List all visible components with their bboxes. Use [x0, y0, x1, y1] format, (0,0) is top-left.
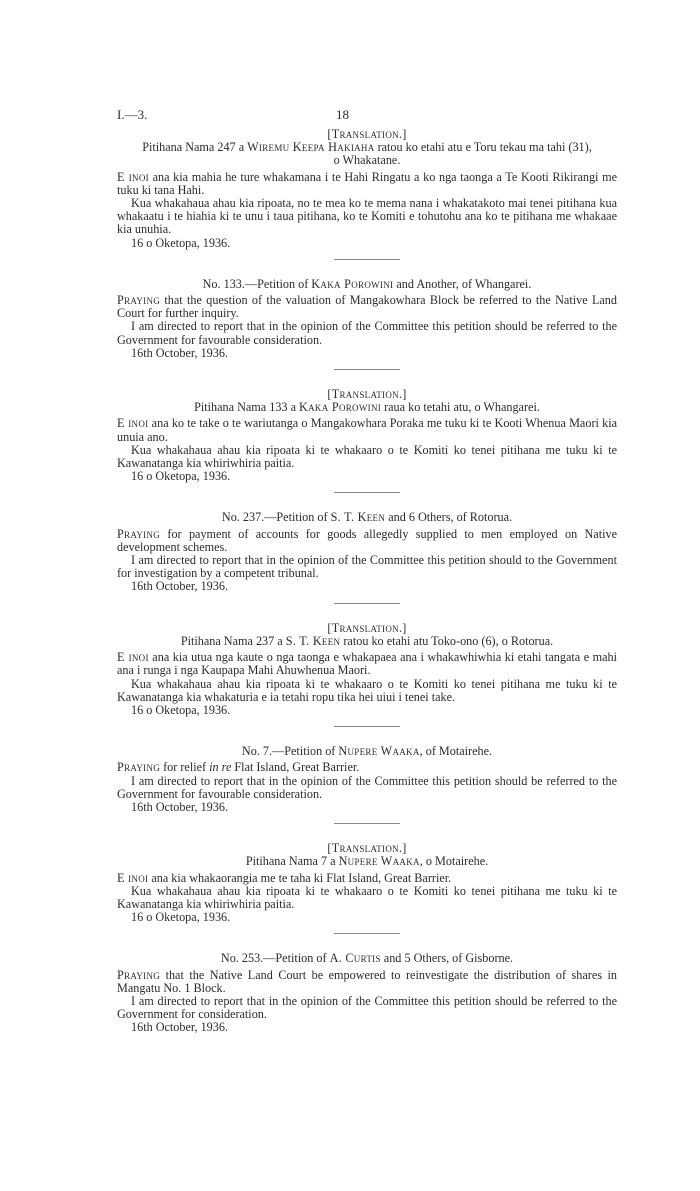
petition-section-237 [117, 511, 617, 593]
section-divider [334, 726, 400, 727]
petition-section-133 [117, 278, 617, 360]
date-line: 16 o Oketopa, 1936. [131, 910, 231, 925]
translation-section-247 [117, 128, 617, 250]
heading-prefix: No. 7.—Petition of [241, 744, 339, 759]
date-line: 16 o Oketopa, 1936. [131, 469, 231, 484]
heading-prefix: No. 133.—Petition of [202, 276, 312, 291]
heading-prefix: No. 237.—Petition of [221, 510, 331, 525]
heading-suffix: , of Motairehe. [419, 744, 493, 759]
heading-prefix: Pitihana Nama 237 a [180, 633, 286, 648]
report-paragraph: I am directed to report that in the opinion of the Committee this petition should to the Government for investigation by a competent tribunal. [117, 553, 617, 581]
date-line: 16 o Oketopa, 1936. [131, 235, 231, 250]
report-paragraph: I am directed to report that in the opinion of the Committee this petition should be referred to the Government for favourable consideration. [117, 319, 617, 347]
report-paragraph: I am directed to report that in the opinion of the Committee this petition should be referred to the Government for consideration. [117, 993, 617, 1022]
praying-text: that the question of the valuation of Mangakowhara Block be referred to the Native Land Court for further inquiry. [117, 293, 617, 321]
praying-word: Praying [117, 760, 161, 775]
section-divider [334, 369, 400, 370]
section-divider [334, 492, 400, 493]
petitioner-name: Wiremu Keepa Hakiaha [247, 140, 375, 155]
praying-text: ana kia whakaorangia me te taha ki Flat Island, Great Barrier. [148, 870, 452, 885]
document-body [117, 128, 617, 1035]
praying-text: ana kia utua nga kaute o nga taonga e whakapaea ana i whakawhiwhia ki etahi tangata e mahi ana i runga i nga Kaupapa Mahi Ahuwhenua Maori. [117, 650, 617, 678]
date-line: 16th October, 1936. [131, 799, 228, 814]
praying-text: ana kia mahia he ture whakamana i te Hahi Ringatu a ko nga taonga a Te Kooti Rikirangi me tuku ki tana Hahi. [117, 169, 617, 197]
petitioner-name: A. Curtis [329, 951, 381, 966]
document-reference: I.—3. [117, 107, 148, 122]
praying-text: ana ko te take o te wariutanga o Mangakowhara Poraka me tuku ki te Kooti Whenua Maori kia unuia ano. [117, 416, 617, 444]
praying-word: E inoi [117, 870, 149, 885]
praying-paragraph [117, 969, 617, 995]
petition-heading [117, 952, 617, 965]
heading-suffix: ratou ko etahi atu e Toru tekau ma tahi (31), [374, 140, 592, 155]
petition-heading [117, 278, 617, 291]
translation-heading [117, 401, 617, 414]
praying-paragraph [117, 872, 617, 885]
praying-paragraph [117, 294, 617, 320]
praying-word: Praying [117, 526, 161, 541]
petitioner-name: S. T. Keen [285, 633, 341, 648]
report-paragraph: Kua whakahaua ahau kia ripoata ki te whakaaro o te Komiti ko tenei pitihana me tuku ki te Kawanatanga kia whakaturia e ia tetahi ropu tika hei uiui i tenei take. [117, 676, 617, 704]
translation-heading [117, 635, 617, 648]
translation-section-237 [117, 622, 617, 717]
heading-suffix: and 6 Others, of Rotorua. [385, 510, 513, 525]
praying-word: E inoi [117, 650, 149, 665]
petitioner-name: Kaka Porowini [311, 276, 394, 291]
heading-prefix: Pitihana Nama 133 a [194, 400, 300, 415]
praying-paragraph [117, 417, 617, 443]
praying-text: for payment of accounts for goods allegedly supplied to men employed on Native development schemes. [117, 526, 617, 554]
petitioner-name: Kaka Porowini [299, 400, 382, 415]
report-paragraph: I am directed to report that in the opinion of the Committee this petition should be referred to the Government for favourable consideration. [117, 773, 617, 801]
section-divider [334, 259, 400, 260]
petition-heading [117, 511, 617, 524]
translation-section-133 [117, 388, 617, 483]
heading-prefix: No. 253.—Petition of [220, 951, 330, 966]
heading-line-two: o Whakatane. [333, 153, 401, 168]
praying-word: E inoi [117, 169, 149, 184]
translation-heading [117, 855, 617, 868]
translation-label: [Translation.] [327, 620, 407, 635]
petition-section-253 [117, 952, 617, 1034]
praying-word: Praying [117, 967, 161, 982]
page-number: 18 [336, 107, 349, 122]
report-paragraph: Kua whakahaua ahau kia ripoata, no te mea ko te mema nana i whakatakoto mai tenei pitihana kua whakaatu i te hiahia ki te unu i taua pitihana, ko te Komiti e tohutohu ana ko te pitihana me whakaae kia unuhia. [117, 196, 617, 237]
heading-suffix: , o Motairehe. [419, 854, 489, 869]
petitioner-name: S. T. Keen [330, 510, 386, 525]
petitioner-name: Nupere Waaka [338, 854, 420, 869]
praying-text-pre: for relief [160, 760, 210, 775]
praying-paragraph [117, 528, 617, 554]
date-line: 16th October, 1936. [131, 579, 228, 594]
section-divider [334, 823, 400, 824]
praying-text: that the Native Land Court be empowered to reinvestigate the distribution of shares in Mangatu No. 1 Block. [117, 967, 617, 995]
section-divider [334, 933, 400, 934]
section-divider [334, 603, 400, 604]
translation-label: [Translation.] [327, 127, 407, 141]
heading-prefix: Pitihana Nama 247 a [142, 140, 248, 155]
praying-paragraph [117, 761, 617, 774]
heading-suffix: ratou ko etahi atu Toko-ono (6), o Rotorua. [340, 633, 554, 648]
translation-label: [Translation.] [327, 387, 407, 402]
translation-section-7 [117, 842, 617, 924]
petition-heading [117, 745, 617, 758]
heading-suffix: raua ko tetahi atu, o Whangarei. [381, 400, 540, 415]
praying-paragraph [117, 651, 617, 677]
praying-paragraph [117, 171, 617, 197]
heading-prefix: Pitihana Nama 7 a [245, 854, 339, 869]
heading-suffix: and Another, of Whangarei. [393, 276, 532, 291]
praying-word: E inoi [117, 416, 149, 431]
date-line: 16th October, 1936. [131, 1020, 228, 1035]
petitioner-name: Nupere Waaka [338, 744, 420, 759]
translation-label: [Translation.] [327, 841, 407, 856]
report-paragraph: Kua whakahaua ahau kia ripoata ki te whakaaro o te Komiti ko tenei pitihana me tuku ki te Kawanatanga kia whiriwhiria paitia. [117, 442, 617, 471]
praying-italic: in re [209, 760, 232, 775]
date-line: 16th October, 1936. [131, 345, 228, 360]
petition-section-7 [117, 745, 617, 814]
praying-text: Flat Island, Great Barrier. [231, 760, 360, 775]
heading-suffix: and 5 Others, of Gisborne. [380, 951, 514, 966]
praying-word: Praying [117, 293, 161, 308]
report-paragraph: Kua whakahaua ahau kia ripoata ki te whakaaro o te Komiti ko tenei pitihana me tuku ki te Kawanatanga kia whiriwhiria paitia. [117, 883, 617, 911]
date-line: 16 o Oketopa, 1936. [131, 702, 231, 717]
